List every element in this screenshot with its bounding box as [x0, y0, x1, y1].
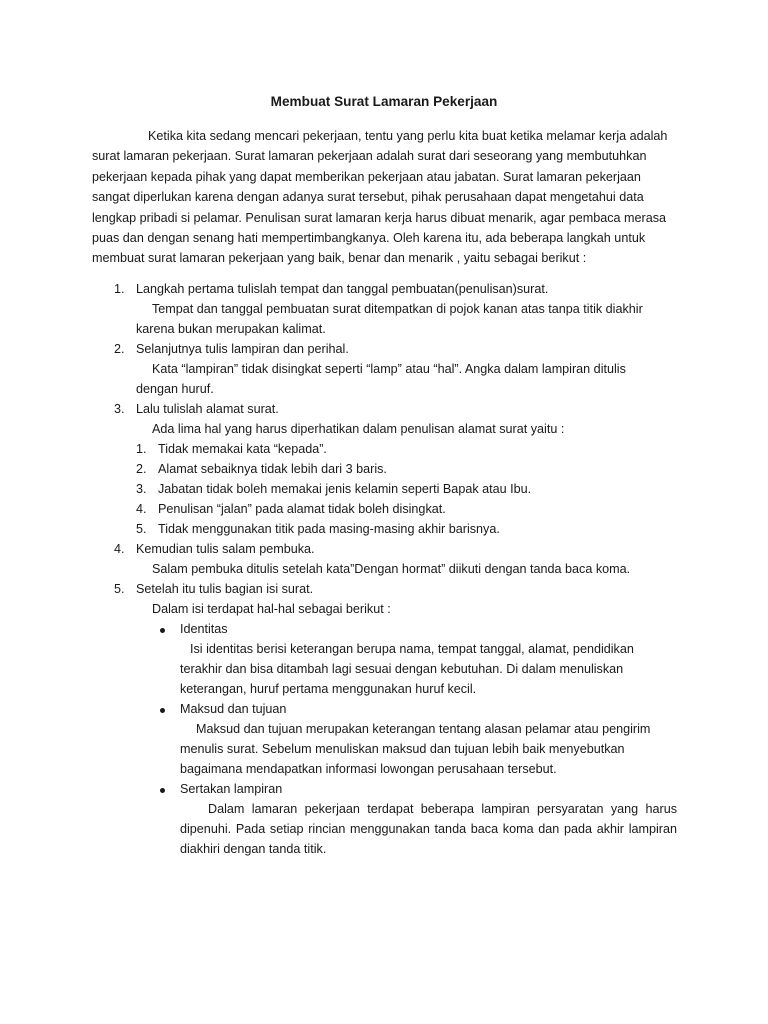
step-detail: Ada lima hal yang harus diperhatikan dalam penulisan alamat surat yaitu :: [152, 422, 565, 436]
document-title: Membuat Surat Lamaran Pekerjaan: [270, 94, 498, 109]
step-text: Kemudian tulis salam pembuka.: [136, 542, 315, 556]
bullet-dot-icon: [160, 708, 165, 713]
intro-line: surat lamaran pekerjaan. Surat lamaran pekerjaan adalah surat dari seseorang yang membutuhkan: [92, 149, 647, 164]
sub-item-number: 1.: [136, 442, 147, 456]
intro-line: puas dan dengan senang hati mempertimbangkanya. Oleh karena itu, ada beberapa langkah untuk: [92, 231, 646, 246]
intro-line: lengkap pribadi si pelamar. Penulisan surat lamaran kerja harus dibuat menarik, agar pembaca merasa: [92, 210, 667, 225]
step-detail: Tempat dan tanggal pembuatan surat ditempatkan di pojok kanan atas tanpa titik diakhir: [152, 302, 643, 316]
step-number: 1.: [114, 282, 125, 296]
sub-item-text: Alamat sebaiknya tidak lebih dari 3 baris.: [158, 462, 387, 476]
sub-item-number: 3.: [136, 482, 147, 496]
intro-paragraph: [92, 126, 676, 269]
sub-item-text: Tidak menggunakan titik pada masing-masing akhir barisnya.: [158, 522, 500, 536]
bullet-dot-icon: [160, 628, 165, 633]
sub-item-number: 5.: [136, 522, 147, 536]
intro-line: membuat surat lamaran pekerjaan yang baik, benar dan menarik , yaitu sebagai berikut :: [92, 251, 587, 266]
step-number: 5.: [114, 582, 125, 596]
step-text: Setelah itu tulis bagian isi surat.: [136, 582, 314, 596]
sub-item-number: 4.: [136, 502, 147, 516]
intro-line: sangat diperlukan karena dengan adanya surat tersebut, pihak perusahaan dapat mengetahui data: [92, 190, 644, 205]
intro-line: pekerjaan kepada pihak yang dapat memberikan pekerjaan atau jabatan. Surat lamaran pekerjaan: [92, 169, 641, 184]
sub-item-text: Jabatan tidak boleh memakai jenis kelamin seperti Bapak atau Ibu.: [158, 482, 532, 496]
step-detail: Salam pembuka ditulis setelah kata”Dengan hormat” diikuti dengan tanda baca koma.: [152, 562, 631, 576]
sub-item-number: 2.: [136, 462, 147, 476]
bullet-text-line: bagaimana mendapatkan informasi lowongan perusahaan tersebut.: [180, 762, 557, 776]
bullet-text-line: terakhir dan bisa ditambah lagi sesuai dengan kebutuhan. Di dalam menuliskan: [180, 662, 624, 676]
bullet-label: Sertakan lampiran: [180, 782, 283, 796]
step-number: 3.: [114, 402, 125, 416]
step-detail: karena bukan merupakan kalimat.: [136, 322, 326, 336]
sub-item-text: Tidak memakai kata “kepada”.: [158, 442, 327, 456]
step-detail: dengan huruf.: [136, 382, 214, 396]
bullet-text-line: Maksud dan tujuan merupakan keterangan tentang alasan pelamar atau pengirim: [196, 722, 651, 736]
bullet-text-line: keterangan, huruf pertama menggunakan huruf kecil.: [180, 682, 477, 696]
bullet-text-line: menulis surat. Sebelum menuliskan maksud dan tujuan lebih baik menyebutkan: [180, 742, 625, 756]
step-detail: Kata “lampiran” tidak disingkat seperti “lamp” atau “hal”. Angka dalam lampiran ditulis: [152, 362, 626, 376]
step-detail: Dalam isi terdapat hal-hal sebagai berikut :: [152, 602, 391, 616]
step-text: Lalu tulislah alamat surat.: [136, 402, 279, 416]
bullet-text-line: diakhiri dengan tanda titik.: [180, 842, 327, 856]
bullet-label: Maksud dan tujuan: [180, 702, 287, 716]
bullet-text-line: Dalam lamaran pekerjaan terdapat beberapa lampiran persyaratan yang harus: [208, 802, 677, 816]
intro-line: Ketika kita sedang mencari pekerjaan, tentu yang perlu kita buat ketika melamar kerja adalah: [148, 129, 668, 143]
step-number: 4.: [114, 542, 125, 556]
bullet-dot-icon: [160, 788, 165, 793]
sub-item-text: Penulisan “jalan” pada alamat tidak boleh disingkat.: [158, 502, 446, 516]
step-text: Langkah pertama tulislah tempat dan tanggal pembuatan(penulisan)surat.: [136, 282, 549, 296]
step-number: 2.: [114, 342, 125, 356]
bullet-label: Identitas: [180, 622, 228, 636]
bullet-text-line: dipenuhi. Pada setiap rincian menggunakan tanda baca koma dan pada akhir lampiran: [180, 822, 677, 836]
step-text: Selanjutnya tulis lampiran dan perihal.: [136, 342, 349, 356]
bullet-text-line: Isi identitas berisi keterangan berupa nama, tempat tanggal, alamat, pendidikan: [190, 642, 634, 656]
